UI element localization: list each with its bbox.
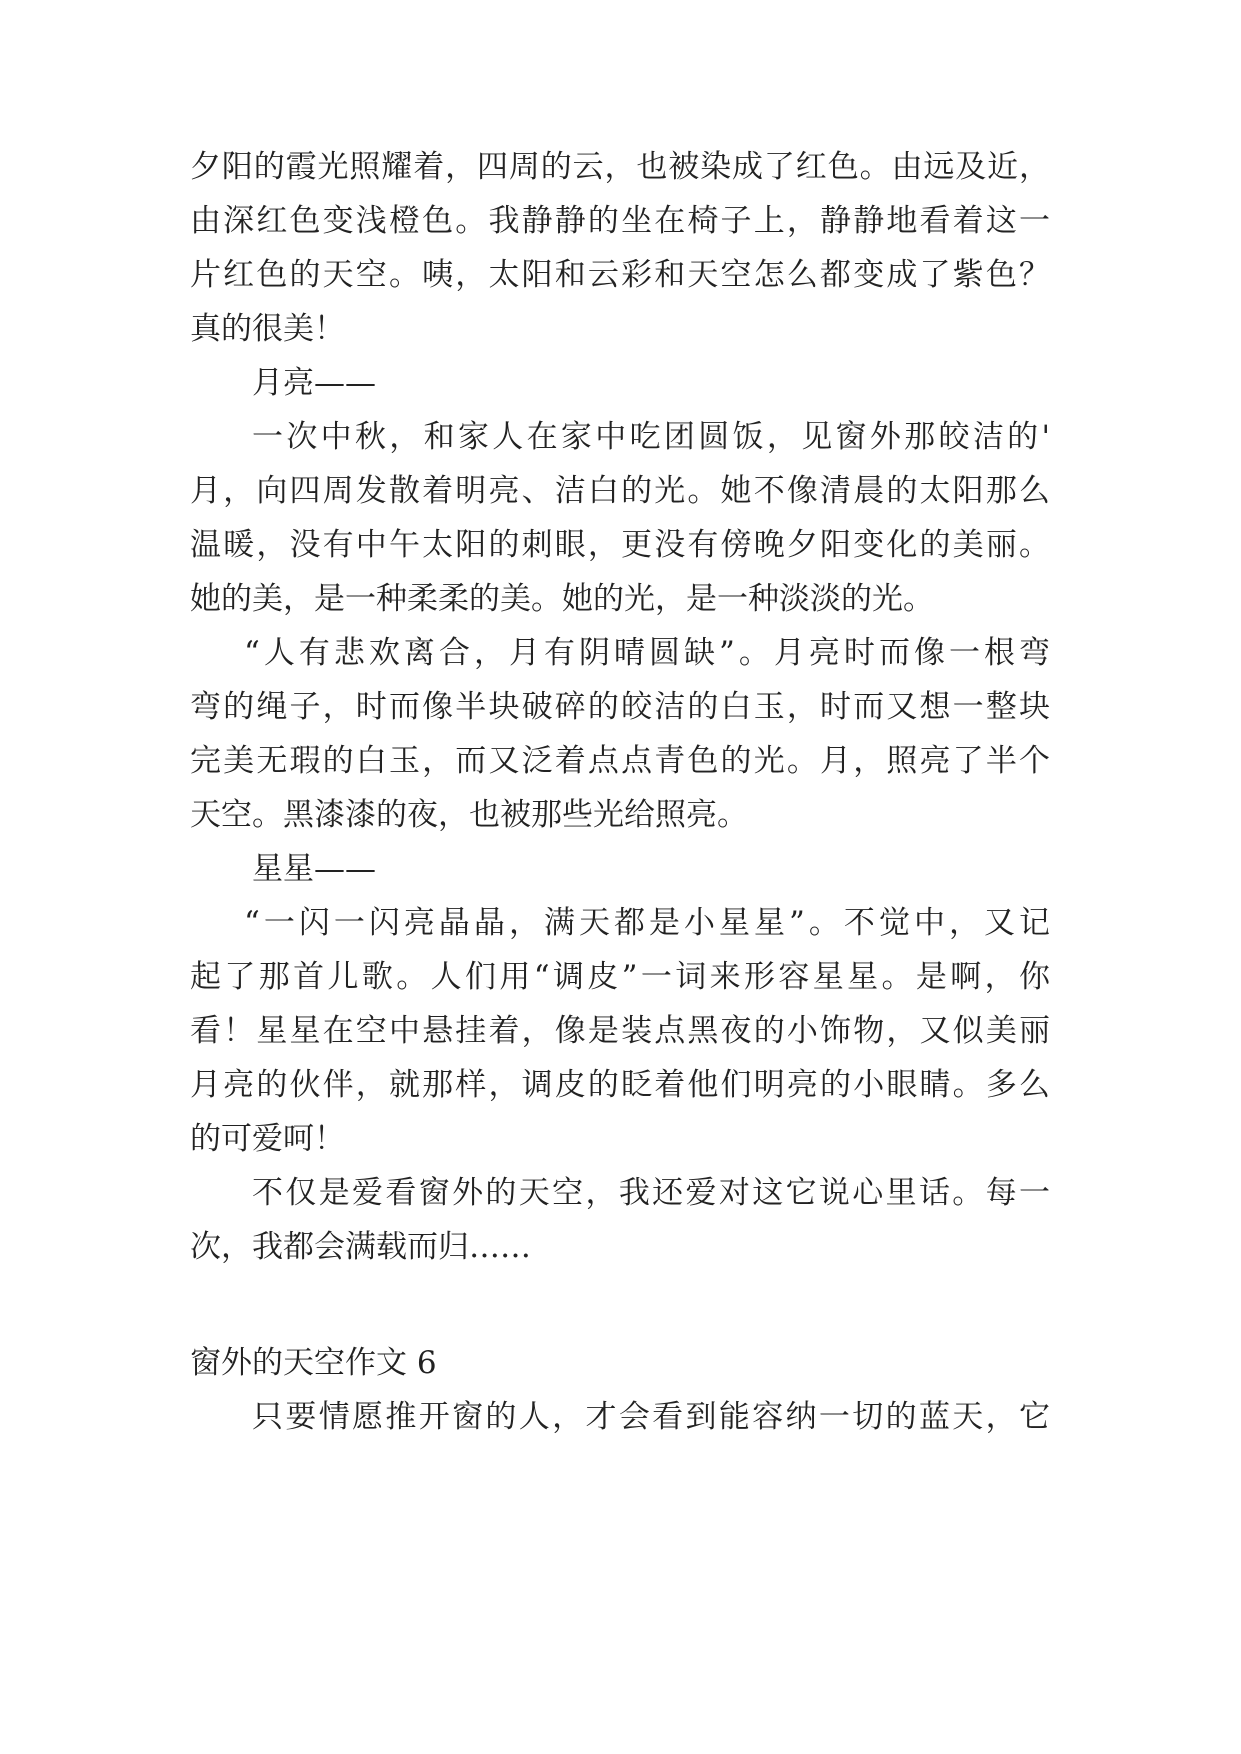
text-line: 一次中秋，和家人在家中吃团圆饭，见窗外那皎洁的' — [252, 419, 1050, 455]
text-line: 完美无瑕的白玉，而又泛着点点青色的光。月，照亮了半个 — [190, 743, 1050, 779]
text-line: 弯的绳子，时而像半块破碎的皎洁的白玉，时而又想一整块 — [190, 689, 1050, 725]
section-heading-moon: 月亮—— — [252, 365, 376, 401]
text-line: 由深红色变浅橙色。我静静的坐在椅子上，静静地看着这一 — [190, 203, 1050, 239]
text-line: “人有悲欢离合，月有阴晴圆缺”。月亮时而像一根弯 — [244, 635, 1050, 671]
section-heading-stars: 星星—— — [252, 851, 376, 887]
text-line: “一闪一闪亮晶晶，满天都是小星星”。不觉中，又记 — [244, 905, 1050, 941]
text-line: 不仅是爱看窗外的天空，我还爱对这它说心里话。每一 — [252, 1175, 1050, 1211]
essay-title: 窗外的天空作文 6 — [190, 1345, 437, 1381]
text-line: 她的美，是一种柔柔的美。她的光，是一种淡淡的光。 — [190, 581, 934, 617]
text-line: 夕阳的霞光照耀着，四周的云，也被染成了红色。由远及近， — [190, 149, 1050, 185]
text-line: 只要情愿推开窗的人，才会看到能容纳一切的蓝天，它 — [252, 1399, 1050, 1435]
text-line: 温暖，没有中午太阳的刺眼，更没有傍晚夕阳变化的美丽。 — [190, 527, 1050, 563]
text-line: 月亮的伙伴，就那样，调皮的眨着他们明亮的小眼睛。多么 — [190, 1067, 1050, 1103]
text-line: 的可爱呵！ — [190, 1121, 345, 1157]
text-line: 次，我都会满载而归…… — [190, 1229, 531, 1265]
text-line: 看！星星在空中悬挂着，像是装点黑夜的小饰物，又似美丽 — [190, 1013, 1050, 1049]
text-line: 片红色的天空。咦，太阳和云彩和天空怎么都变成了紫色？ — [190, 257, 1050, 293]
text-line: 月，向四周发散着明亮、洁白的光。她不像清晨的太阳那么 — [190, 473, 1050, 509]
text-line: 起了那首儿歌。人们用“调皮”一词来形容星星。是啊，你 — [190, 959, 1050, 995]
text-line: 天空。黑漆漆的夜，也被那些光给照亮。 — [190, 797, 748, 833]
text-line: 真的很美！ — [190, 311, 345, 347]
